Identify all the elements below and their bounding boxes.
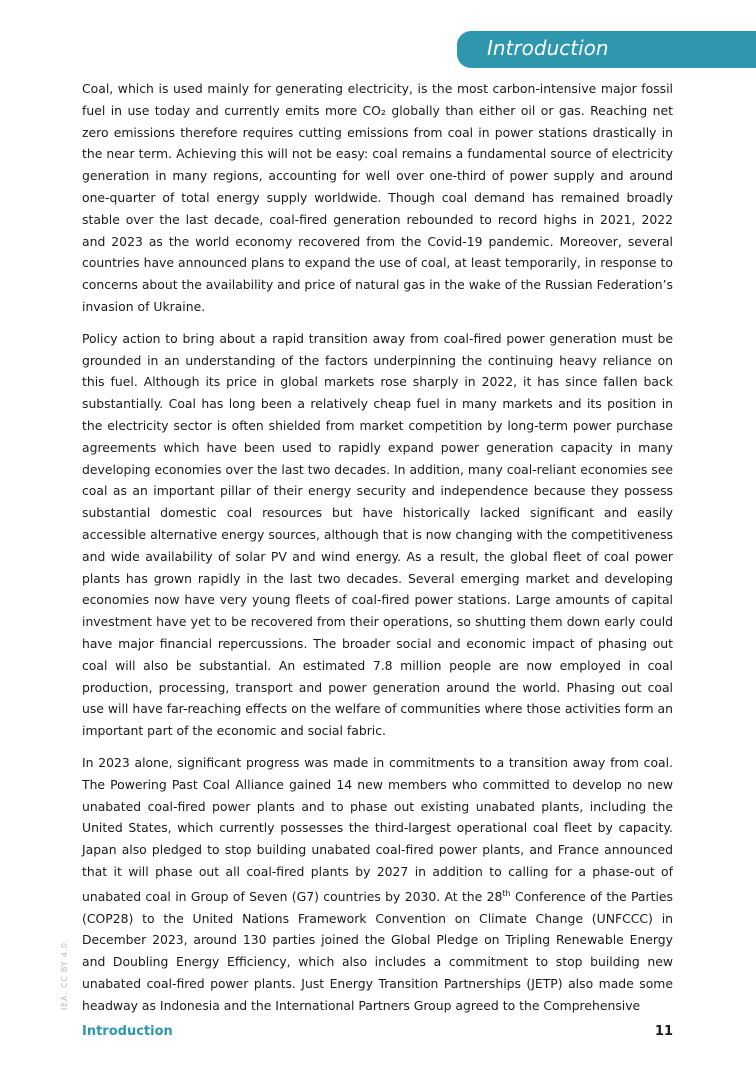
paragraph-3-part-1: In 2023 alone, significant progress was made in commitments to a transition away from coal. The Powering Past Coal Alliance gained 14 new members who committed to develop no new unabated coal-fired power plants and to phase out existing unabated plants, including the United States, which currently possesses the third-largest operational coal fleet by capacity. Japan also pledged to stop building unabated coal-fired power plants, and France announced that it will phase out all coal-fired plants by 2027 in addition to calling for a phase-out of unabated coal in Group of Seven (G7) countries by 2030. At the 28 xyxy=(82,754,673,904)
paragraph-3-part-2: Conference of the Parties (COP28) to the United Nations Framework Convention on Climate Change (UNFCCC) in December 2023, around 130 parties joined the Global Pledge on Tripling Renewable Energy and Doubling Energy Efficiency, which also includes a commitment to stop building new unabated coal-fired power plants. Just Energy Transition Partnerships (JETP) also made some headway as Indonesia and the International Partners Group agreed to the Comprehensive xyxy=(82,888,673,1013)
section-title: Introduction xyxy=(487,36,609,60)
section-header-tab xyxy=(457,31,756,68)
paragraph-1: Coal, which is used mainly for generating electricity, is the most carbon-intensive major fossil fuel in use today and currently emits more CO₂ globally than either oil or gas. Reaching net zero emissions therefore requires cutting emissions from coal in power stations drastically in the near term. Achieving this will not be easy: coal remains a fundamental source of electricity generation in many regions, accounting for well over one-third of power supply and around one-quarter of total energy supply worldwide. Though coal demand has remained broadly stable over the last decade, coal-fired generation rebounded to record highs in 2021, 2022 and 2023 as the world economy recovered from the Covid-19 pandemic. Moreover, several countries have announced plans to expand the use of coal, at least temporarily, in response to concerns about the availability and price of natural gas in the wake of the Russian Federation’s invasion of Ukraine. xyxy=(82,81,673,314)
paragraph-2: Policy action to bring about a rapid transition away from coal-fired power generation must be grounded in an understanding of the factors underpinning the continuing heavy reliance on this fuel. Although its price in global markets rose sharply in 2022, it has since fallen back substantially. Coal has long been a relatively cheap fuel in many markets and its position in the electricity sector is often shielded from market competition by long-term power purchase agreements which have been used to rapidly expand power generation capacity in many developing economies over the last two decades. In addition, many coal-reliant economies see coal as an important pillar of their energy security and independence because they possess substantial domestic coal resources but have historically lacked significant and easily accessible alternative energy sources, although that is now changing with the competitiveness and wide availability of solar PV and wind energy. As a result, the global fleet of coal power plants has grown rapidly in the last two decades. Several emerging market and developing economies now have very young fleets of coal-fired power stations. Large amounts of capital investment have yet to be recovered from their operations, so shutting them down early could have major financial repercussions. The broader social and economic impact of phasing out coal will also be substantial. An estimated 7.8 million people are now employed in coal production, processing, transport and power generation around the world. Phasing out coal use will have far-reaching effects on the welfare of communities where those activities form an important part of the economic and social fabric. xyxy=(82,330,673,739)
body-text xyxy=(82,78,673,1027)
ordinal-suffix: th xyxy=(502,888,511,898)
paragraph-3 xyxy=(82,752,673,1017)
license-label: IEA. CC BY 4.0. xyxy=(60,938,69,1010)
page-number: 11 xyxy=(654,1024,673,1039)
footer-section-title: Introduction xyxy=(82,1024,173,1039)
